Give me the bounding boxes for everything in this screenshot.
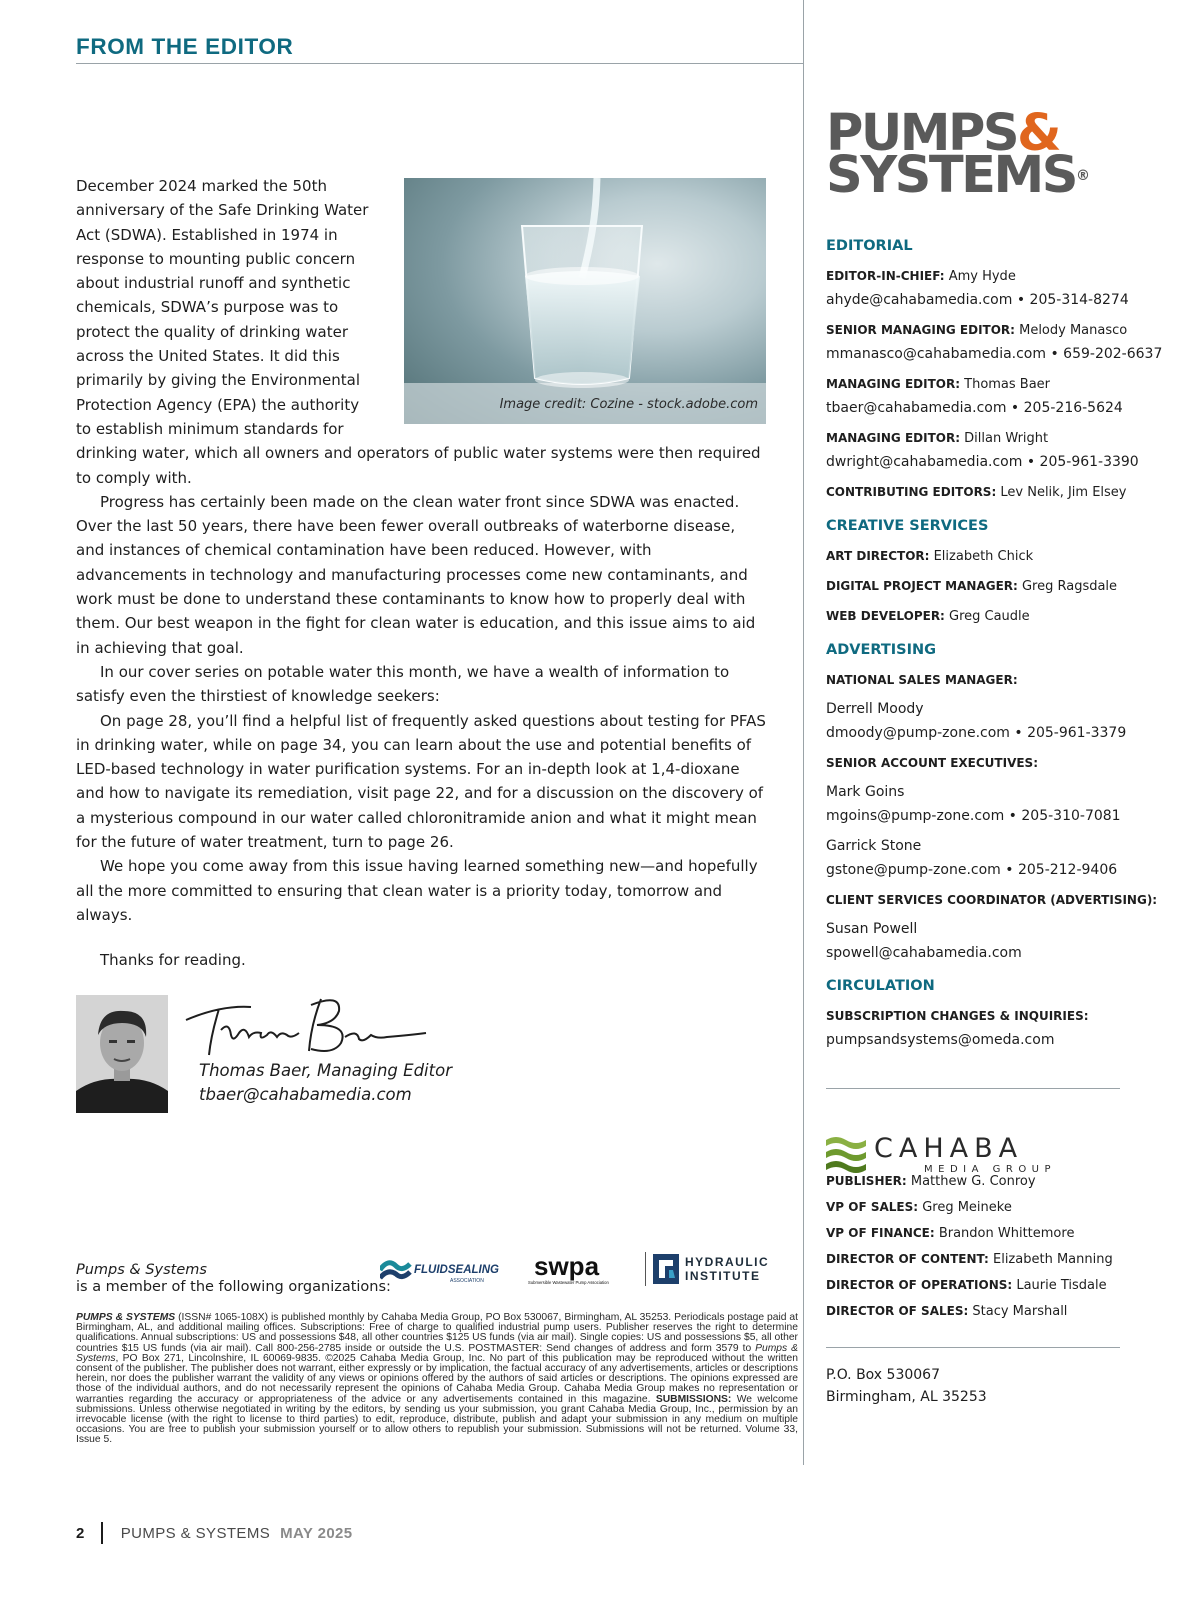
hi-line1: HYDRAULIC (685, 1255, 770, 1269)
fsa-name: FLUIDSEALING (414, 1264, 499, 1276)
editor-in-chief-contact[interactable]: ahyde@cahabamedia.com • 205-314-8274 (826, 292, 1129, 308)
masthead-systems: SYSTEMS (826, 146, 1077, 205)
account-executive-2-name: Garrick Stone (826, 838, 922, 854)
subscription-contact[interactable]: pumpsandsystems@omeda.com (826, 1032, 1055, 1048)
fineprint-body-3: We welcome submissions. Unless otherwise negotiated in writing by the editors, by sending us your submission, you grant Cahaba Media Group, Inc., permission by an irrevocable license (with the right to license to third parties) to edit, reproduce, distribute, publish and adapt your submission in any medium on multiple occasions. You are free to publish your submission yourself or to allow others to republish your submission. Submissions will not be returned. Volume 33, Issue 5. (76, 1393, 798, 1446)
national-sales-name: Derrell Moody (826, 701, 924, 717)
address-line-1: P.O. Box 530067 (826, 1367, 940, 1383)
editorial-heading: EDITORIAL (826, 238, 913, 254)
client-services-contact[interactable]: spowell@cahabamedia.com (826, 945, 1022, 961)
creative-services-heading: CREATIVE SERVICES (826, 518, 989, 534)
managing-editor-1: MANAGING EDITOR: Thomas Baer (826, 377, 1051, 392)
managing-editor-1-contact[interactable]: tbaer@cahabamedia.com • 205-216-5624 (826, 400, 1123, 416)
organization-logos (380, 1251, 790, 1293)
sidebar-rule-1 (826, 1088, 1120, 1089)
column-divider (803, 0, 804, 1465)
fsa-sub: ASSOCIATION (450, 1278, 484, 1284)
account-executive-1-contact[interactable]: mgoins@pump-zone.com • 205-310-7081 (826, 808, 1121, 824)
cahaba-wave-icon (826, 1134, 868, 1174)
signature-name: Thomas Baer, Managing Editor (199, 1061, 452, 1080)
national-sales-label: NATIONAL SALES MANAGER: (826, 673, 1018, 687)
paragraph-5: We hope you come away from this issue having learned something new—and hopefully all the more committed to ensuring that clean water is a priority today, tomorrow and always. (76, 857, 758, 924)
cahaba-sub: MEDIA GROUP (924, 1164, 1057, 1175)
fineprint-submissions-label: SUBMISSIONS: (655, 1393, 732, 1405)
cahaba-media-group-logo (826, 1134, 1056, 1176)
editor-headshot (76, 995, 168, 1113)
swpa-sub: Submersible Wastewater Pump Association (528, 1280, 609, 1285)
art-director: ART DIRECTOR: Elizabeth Chick (826, 549, 1034, 564)
account-executive-1-name: Mark Goins (826, 784, 905, 800)
paragraph-2: Progress has certainly been made on the clean water front since SDWA was enacted. Over the last 50 years, there have been fewer overall outbreaks of waterborne disease, and instances of chemical contamination have been reduced. However, with advancements in technology and manufacturing processes come new contaminants, and work must be done to understand these contaminants to know how to properly deal with them. Our best weapon in the fight for clean water is education, and this issue aims to aid in achieving that goal. (76, 492, 756, 657)
client-services-name: Susan Powell (826, 921, 918, 937)
hydraulic-institute-icon (651, 1252, 681, 1286)
web-developer: WEB DEVELOPER: Greg Caudle (826, 609, 1030, 624)
masthead-ampersand: & (1017, 104, 1060, 163)
advertising-heading: ADVERTISING (826, 642, 937, 658)
editor-letter (76, 174, 766, 927)
director-of-sales: DIRECTOR OF SALES: Stacy Marshall (826, 1304, 1068, 1319)
publication-fineprint (76, 1313, 798, 1446)
hi-line2: INSTITUTE (685, 1269, 761, 1283)
membership-text: is a member of the following organizations: (76, 1279, 391, 1295)
director-of-content: DIRECTOR OF CONTENT: Elizabeth Manning (826, 1252, 1113, 1267)
contributing-editors: CONTRIBUTING EDITORS: Lev Nelik, Jim Elsey (826, 485, 1127, 500)
footer-issue: MAY 2025 (280, 1524, 353, 1542)
signature-email[interactable]: tbaer@cahabamedia.com (199, 1085, 412, 1104)
fluid-sealing-association-logo (380, 1256, 510, 1292)
swpa-name: swpa (534, 1251, 600, 1281)
address-line-2: Birmingham, AL 35253 (826, 1389, 987, 1405)
fineprint-title-2: Pumps & Systems (76, 1342, 798, 1364)
footer-magazine: PUMPS & SYSTEMS (120, 1524, 271, 1542)
sidebar-rule-2 (826, 1347, 1120, 1348)
circulation-heading: CIRCULATION (826, 978, 935, 994)
fineprint-title: PUMPS & SYSTEMS (76, 1312, 176, 1323)
pumps-systems-logo (826, 104, 1091, 205)
swpa-logo (528, 1251, 638, 1289)
fineprint-body-2: , PO Box 271, Lincolnshire, IL 60069-9835. ©2025 Cahaba Media Group, Inc. No part of this publication may be reproduced without the written consent of the publisher. The publisher does not warrant, either expressly or by implication, the factual accuracy of any advertisements, articles or descriptions herein, nor does the publisher warrant the validity of any views or opinions offered by the authors of said articles or descriptions. The opinions expressed are those of the individual authors, and do not necessarily represent the opinions of Cahaba Media Group. Cahaba Media Group makes no representation or warranties regarding the accuracy or appropriateness of the advice or any advertisements contained in this magazine. (76, 1352, 798, 1405)
signature-block (76, 995, 516, 1120)
senior-managing-editor-contact[interactable]: mmanasco@cahabamedia.com • 659-202-6637 (826, 346, 1163, 362)
managing-editor-2: MANAGING EDITOR: Dillan Wright (826, 431, 1049, 446)
managing-editor-2-contact[interactable]: dwright@cahabamedia.com • 205-961-3390 (826, 454, 1139, 470)
handwritten-signature (181, 985, 441, 1069)
water-glass-photo (404, 178, 766, 424)
editor-in-chief: EDITOR-IN-CHIEF: Amy Hyde (826, 269, 1016, 284)
footer-divider (101, 1522, 103, 1544)
national-sales-contact[interactable]: dmoody@pump-zone.com • 205-961-3379 (826, 725, 1127, 741)
vp-of-sales: VP OF SALES: Greg Meineke (826, 1200, 1012, 1215)
digital-project-manager: DIGITAL PROJECT MANAGER: Greg Ragsdale (826, 579, 1118, 594)
fineprint-body-1: (ISSN# 1065-108X) is published monthly by Cahaba Media Group, PO Box 530067, Birmingham, AL 35253. Periodicals postage paid at Birmingham, AL, and additional mailing offices. Subscriptions: Free of charge to qualified industrial pump users. Publisher reserves the right to determine qualifications. Annual subscriptions: US and possessions $48, all other countries $125 US funds (via air mail). Single copies: US and possessions $5, all other countries $15 US funds (via air mail). Call 800-256-2785 inside or outside the U.S. POSTMASTER: Send changes of address and form 3579 to (76, 1312, 798, 1354)
section-title: FROM THE EDITOR (76, 34, 294, 59)
paragraph-3: In our cover series on potable water this month, we have a wealth of information to satisfy even the thirstiest of knowledge seekers: (76, 662, 730, 706)
page-footer (76, 1522, 353, 1544)
vp-of-finance: VP OF FINANCE: Brandon Whittemore (826, 1226, 1075, 1241)
director-of-operations: DIRECTOR OF OPERATIONS: Laurie Tisdale (826, 1278, 1107, 1293)
closing-line: Thanks for reading. (100, 951, 246, 969)
hydraulic-institute-logo (645, 1252, 769, 1286)
membership-statement (76, 1262, 391, 1296)
section-header (76, 34, 804, 64)
publisher: PUBLISHER: Matthew G. Conroy (826, 1174, 1036, 1189)
photo-credit: Image credit: Cozine - stock.adobe.com (499, 396, 758, 412)
membership-publication: Pumps & Systems (76, 1262, 207, 1278)
cahaba-word: CAHABA (874, 1133, 1024, 1164)
paragraph-4: On page 28, you’ll find a helpful list of frequently asked questions about testing for PFAS in drinking water, while on page 34, you can learn about the use and potential benefits of LED-based technology in water purification systems. For an in-depth look at 1,4-dioxane and how to navigate its remediation, visit page 22, and for a discussion on the discovery of a mysterious compound in our water called chloronitramide anion and what it might mean for the future of water treatment, turn to page 26. (76, 711, 766, 852)
senior-account-executives-label: SENIOR ACCOUNT EXECUTIVES: (826, 756, 1038, 770)
client-services-label: CLIENT SERVICES COORDINATOR (ADVERTISING): (826, 893, 1158, 907)
masthead-registered: ® (1076, 168, 1091, 184)
paragraph-1: December 2024 marked the 50th anniversary of the Safe Drinking Water Act (SDWA). Established in 1974 in response to mounting public concern about industrial runoff and synthetic chemicals, SDWA’s purpose was to protect the quality of drinking water across the United States. It did this primarily by giving the Environmental Protection Agency (EPA) the authority to establish minimum standards for drinking water, which all owners and operators of public water systems were then required to comply with. (76, 177, 761, 487)
page-number: 2 (76, 1524, 85, 1542)
masthead-pumps: PUMPS (826, 104, 1018, 163)
senior-managing-editor: SENIOR MANAGING EDITOR: Melody Manasco (826, 323, 1128, 338)
account-executive-2-contact[interactable]: gstone@pump-zone.com • 205-212-9406 (826, 862, 1118, 878)
subscription-label: SUBSCRIPTION CHANGES & INQUIRIES: (826, 1009, 1089, 1023)
